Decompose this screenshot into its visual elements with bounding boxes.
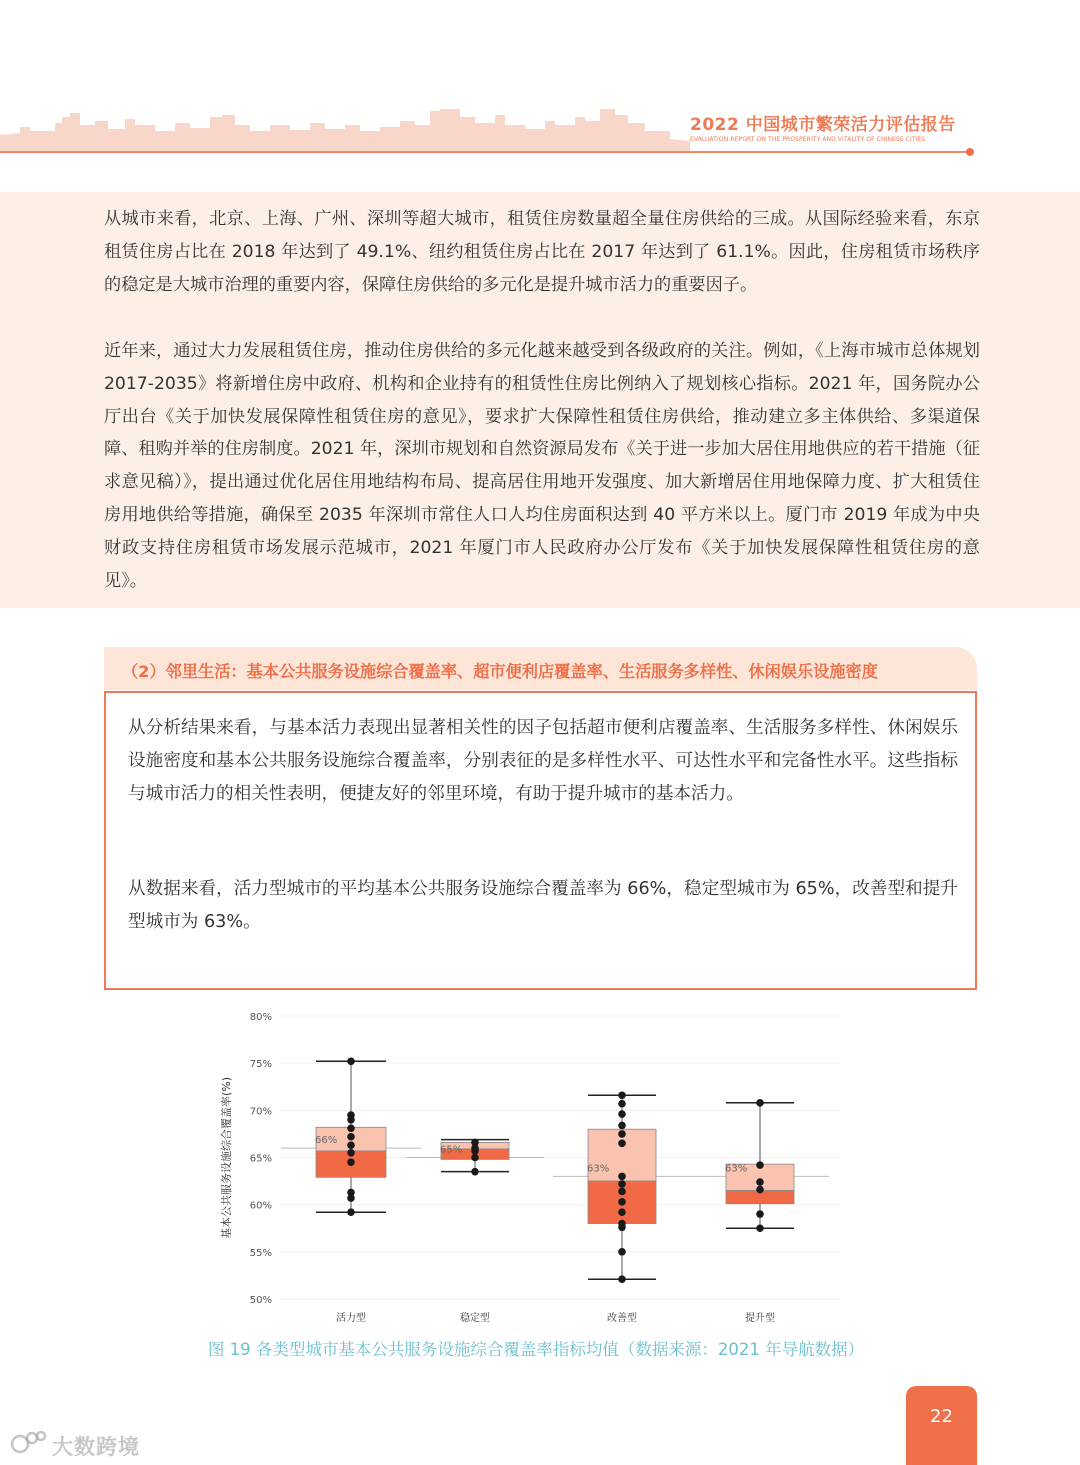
- data-point: [618, 1100, 626, 1108]
- data-point: [618, 1188, 626, 1196]
- data-point: [471, 1154, 479, 1162]
- boxplot-svg: [210, 1000, 850, 1330]
- data-point: [618, 1130, 626, 1138]
- boxplot-chart: [210, 1000, 850, 1330]
- data-point: [347, 1133, 355, 1141]
- data-point: [347, 1057, 355, 1065]
- report-title: 2022 中国城市繁荣活力评估报告: [690, 115, 956, 135]
- x-category-label: 活力型: [336, 1313, 366, 1324]
- x-category-label: 稳定型: [460, 1313, 490, 1324]
- data-point: [756, 1186, 764, 1194]
- data-point: [756, 1099, 764, 1107]
- data-point: [618, 1224, 626, 1232]
- data-point: [618, 1180, 626, 1188]
- header-divider-dot: [966, 148, 974, 156]
- data-point: [618, 1198, 626, 1206]
- data-point: [756, 1161, 764, 1169]
- intro-section: [0, 192, 1080, 608]
- y-tick-label: 70%: [249, 1106, 272, 1118]
- mean-label: 63%: [725, 1163, 748, 1175]
- y-tick-label: 80%: [249, 1012, 272, 1023]
- data-point: [618, 1122, 626, 1130]
- mean-label: 63%: [587, 1163, 610, 1175]
- data-point: [756, 1224, 764, 1232]
- section-paragraph-2: 从数据来看，活力型城市的平均基本公共服务设施综合覆盖率为 66%，稳定型城市为 65%，改善型和提升型城市为 63%。: [128, 879, 958, 932]
- data-point: [756, 1210, 764, 1218]
- x-category-label: 改善型: [607, 1313, 637, 1324]
- data-point: [347, 1141, 355, 1149]
- section-title: （2）邻里生活：基本公共服务设施综合覆盖率、超市便利店覆盖率、生活服务多样性、休闲娱乐设施密度: [122, 662, 878, 681]
- y-tick-label: 65%: [249, 1153, 272, 1165]
- page-number-tab: [906, 1386, 977, 1465]
- page-number: 22: [930, 1406, 953, 1427]
- data-point: [618, 1140, 626, 1148]
- x-category-label: 提升型: [745, 1313, 775, 1324]
- data-point: [618, 1091, 626, 1099]
- y-tick-label: 50%: [249, 1295, 272, 1306]
- section-heading-bar: [104, 647, 977, 690]
- city-skyline-icon: [0, 95, 690, 155]
- report-subtitle: EVALUATION REPORT ON THE PROSPERITY AND VITALITY OF CHINESE CITIES: [690, 136, 926, 143]
- page-header: [0, 0, 1080, 170]
- figure-caption: 图 19 各类型城市基本公共服务设施综合覆盖率指标均值（数据来源：2021 年导航数据）: [207, 1340, 865, 1359]
- mean-label: 66%: [315, 1135, 338, 1147]
- section-paragraph-1: 从分析结果来看，与基本活力表现出显著相关性的因子包括超市便利店覆盖率、生活服务多样性、休闲娱乐设施密度和基本公共服务设施综合覆盖率，分别表征的是多样性水平、可达性水平和完备性水平。这些指标与城市活力的相关性表明，便捷友好的邻里环境，有助于提升城市的基本活力。: [128, 718, 958, 804]
- intro-paragraph-2: 近年来，通过大力发展租赁住房，推动住房供给的多元化越来越受到各级政府的关注。例如，《上海市城市总体规划 2017-2035》将新增住房中政府、机构和企业持有的租赁性住房比例纳入了规划核心指标。2021 年，国务院办公厅出台《关于加快发展保障性租赁住房的意见》，要求扩大保障性租赁住房供给，推动建立多主体供给、多渠道保障、租购并举的住房制度。2021 年，深圳市规划和自然资源局发布《关于进一步加大居住用地供应的若干措施（征求意见稿）》，提出通过优化居住用地结构布局、提高居住用地开发强度、加大新增居住用地保障力度、扩大租赁住房用地供给等措施，确保至 2035 年深圳市常住人口人均住房面积达到 40 平方米以上。厦门市 2019 年成为中央财政支持住房租赁市场发展示范城市，2021 年厦门市人民政府办公厅发布《关于加快发展保障性租赁住房的意见》。: [104, 341, 980, 591]
- watermark-text: 大数跨境: [52, 1435, 140, 1459]
- watermark: [8, 1427, 140, 1461]
- y-tick-label: 60%: [249, 1200, 272, 1212]
- data-point: [347, 1208, 355, 1216]
- data-point: [618, 1248, 626, 1256]
- y-tick-label: 75%: [249, 1059, 272, 1071]
- data-point: [471, 1147, 479, 1155]
- data-point: [347, 1194, 355, 1202]
- data-point: [618, 1110, 626, 1118]
- mean-label: 65%: [440, 1144, 463, 1156]
- header-divider: [0, 151, 972, 153]
- data-point: [347, 1158, 355, 1166]
- y-tick-label: 55%: [249, 1247, 272, 1259]
- data-point: [618, 1275, 626, 1283]
- section-content-box: [104, 691, 977, 990]
- data-point: [471, 1168, 479, 1176]
- data-point: [347, 1116, 355, 1124]
- data-point: [618, 1208, 626, 1216]
- data-point: [756, 1178, 764, 1186]
- data-point: [347, 1149, 355, 1157]
- watermark-logo-icon: [8, 1427, 50, 1461]
- data-point: [347, 1124, 355, 1132]
- y-axis-label: 基本公共服务设施综合覆盖率(%): [220, 1076, 233, 1240]
- data-point: [618, 1173, 626, 1181]
- intro-paragraph-1: 从城市来看，北京、上海、广州、深圳等超大城市，租赁住房数量超全量住房供给的三成。从国际经验来看，东京租赁住房占比在 2018 年达到了 49.1%、纽约租赁住房占比在 2017 年达到了 61.1%。因此，住房租赁市场秩序的稳定是大城市治理的重要内容，保障住房供给的多元化是提升城市活力的重要因子。: [104, 209, 980, 295]
